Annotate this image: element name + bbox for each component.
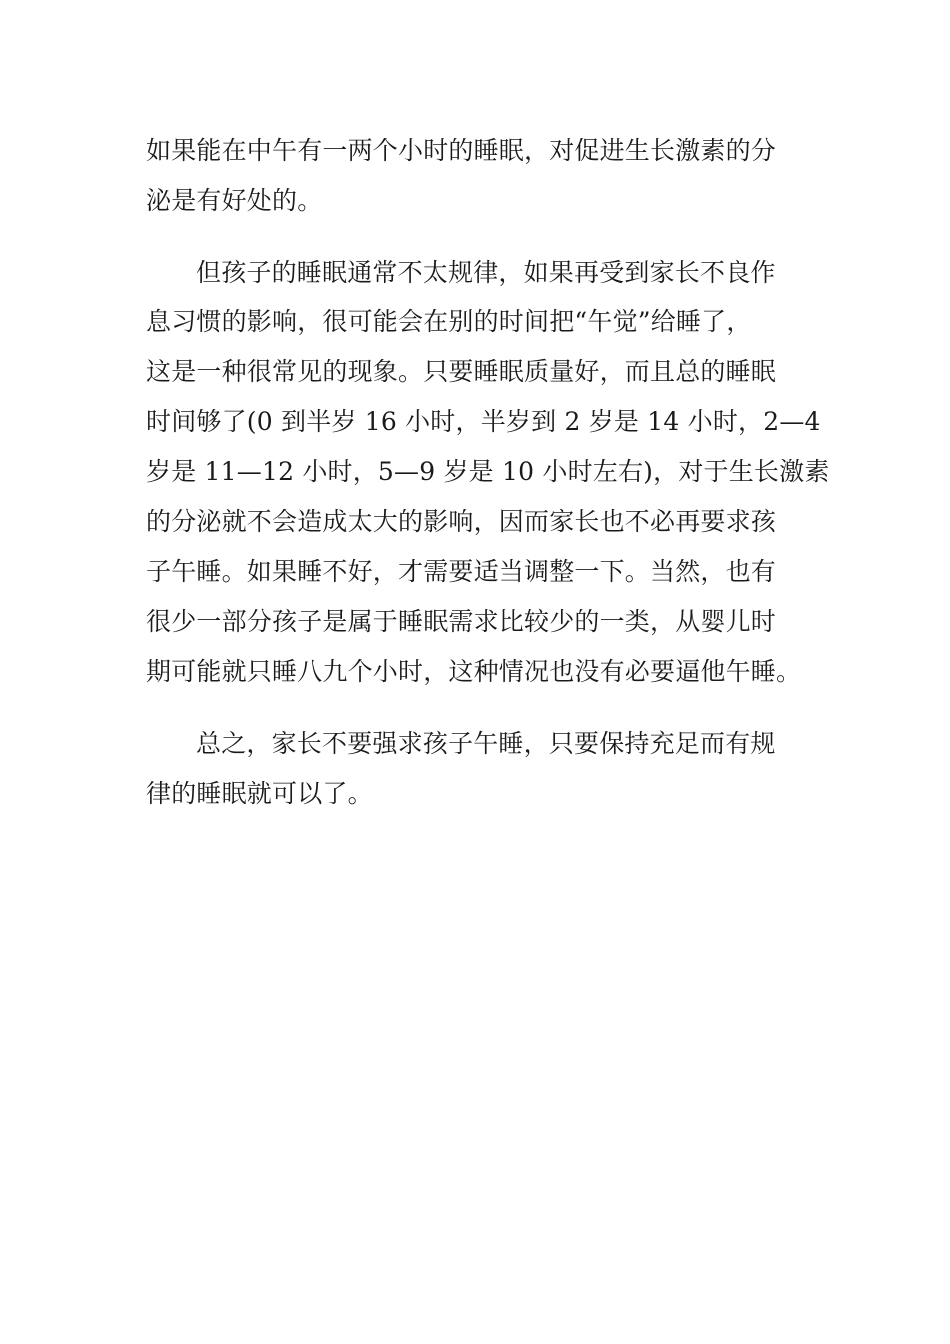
text-line: 泌是有好处的。	[146, 186, 323, 215]
text-line: 子午睡。如果睡不好，才需要适当调整一下。当然，也有	[146, 557, 777, 586]
text-line: 总之，家长不要强求孩子午睡，只要保持充足而有规	[196, 729, 776, 758]
text-line: 这是一种很常见的现象。只要睡眠质量好，而且总的睡眠	[146, 357, 777, 386]
text-line: 的分泌就不会造成太大的影响，因而家长也不必再要求孩	[146, 507, 777, 536]
text-line: 但孩子的睡眠通常不太规律，如果再受到家长不良作	[196, 258, 776, 287]
text-line: 如果能在中午有一两个小时的睡眠，对促进生长激素的分	[146, 136, 777, 165]
text-line: 息习惯的影响，很可能会在别的时间把“午觉”给睡了，	[146, 307, 752, 336]
text-line: 时间够了(0 到半岁 16 小时，半岁到 2 岁是 14 小时，2—4	[146, 407, 821, 436]
text-line: 岁是 11—12 小时，5—9 岁是 10 小时左右)，对于生长激素	[146, 457, 830, 486]
text-line: 很少一部分孩子是属于睡眠需求比较少的一类，从婴儿时	[146, 607, 777, 636]
text-line: 律的睡眠就可以了。	[146, 779, 373, 808]
text-line: 期可能就只睡八九个小时，这种情况也没有必要逼他午睡。	[146, 657, 802, 686]
